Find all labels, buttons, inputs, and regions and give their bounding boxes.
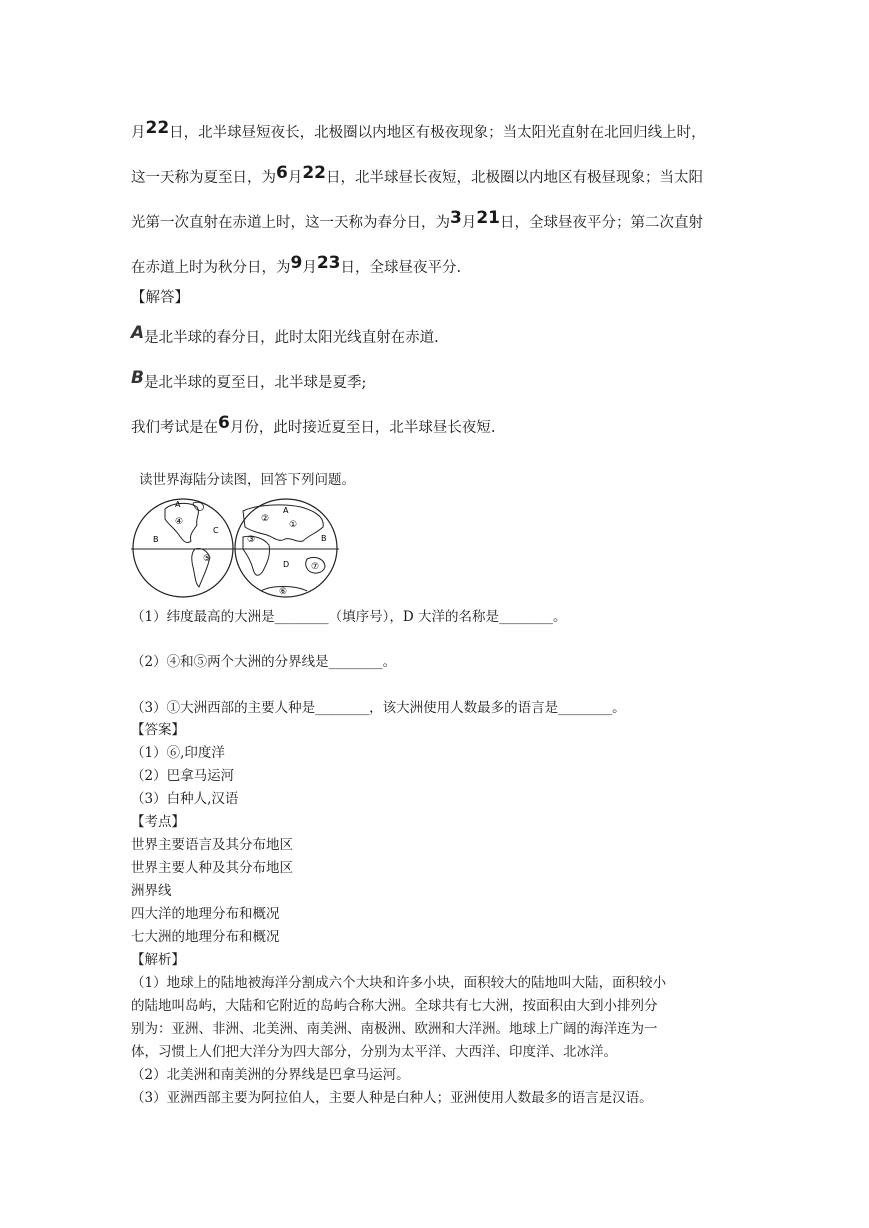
text: 光第一次直射在赤道上时，这一天称为春分日，为 bbox=[131, 215, 450, 231]
text: 日，北半球昼短夜长，北极圈以内地区有极夜现象；当太阳光直射在北回归线上时， bbox=[169, 125, 706, 141]
answer-2: （2）巴拿马运河 bbox=[131, 768, 235, 784]
text: 日，全球昼夜平分；第二次直射 bbox=[500, 215, 704, 231]
map-label-c: C bbox=[213, 526, 219, 535]
analysis-line: （2）北美洲和南美洲的分界线是巴拿马运河。 bbox=[131, 1067, 410, 1083]
date-number: 22 bbox=[302, 163, 327, 183]
point-item: 世界主要人种及其分布地区 bbox=[131, 860, 293, 876]
map-label-6: ⑥ bbox=[279, 587, 288, 597]
text: 月 bbox=[131, 125, 146, 141]
explain-line-1 bbox=[131, 118, 706, 143]
map-label-a-right: A bbox=[283, 506, 289, 515]
text: 月 bbox=[461, 215, 477, 231]
map-label-b: B bbox=[153, 535, 159, 544]
explain-line-2 bbox=[131, 163, 704, 188]
analysis-line: 的陆地叫岛屿，大陆和它附近的岛屿合称大洲。全球共有七大洲，按面积由大到小排列分 bbox=[131, 998, 658, 1014]
date-number: 21 bbox=[476, 208, 501, 228]
date-number: 22 bbox=[145, 118, 170, 138]
answer-line-c bbox=[131, 413, 496, 438]
label-letter: B bbox=[131, 368, 144, 388]
date-number: 9 bbox=[290, 253, 303, 273]
map-label-4: ④ bbox=[175, 517, 184, 527]
text: 是北半球的夏至日，北半球是夏季; bbox=[143, 375, 367, 391]
text: 日，北半球昼长夜短，北极圈以内地区有极昼现象；当太阳 bbox=[326, 170, 704, 186]
text: 月 bbox=[287, 170, 303, 186]
date-number: 23 bbox=[316, 253, 341, 273]
point-item: 洲界线 bbox=[131, 883, 172, 899]
analysis-line: 体，习惯上人们把大洋分为四大部分，分别为太平洋、大西洋、印度洋、北冰洋。 bbox=[131, 1044, 617, 1060]
answer-1: （1）⑥,印度洋 bbox=[131, 745, 225, 761]
point-item: 世界主要语言及其分布地区 bbox=[131, 837, 293, 853]
text: 月份，此时接近夏至日，北半球昼长夜短. bbox=[229, 420, 496, 436]
answer-3: （3）白种人,汉语 bbox=[131, 791, 239, 807]
point-item: 四大洋的地理分布和概况 bbox=[131, 906, 280, 922]
point-item: 七大洲的地理分布和概况 bbox=[131, 929, 280, 945]
text: 月 bbox=[302, 260, 317, 276]
answer-line-a bbox=[131, 323, 439, 348]
answer-block-header: 【答案】 bbox=[131, 722, 185, 738]
answer-line-b bbox=[131, 368, 367, 393]
answer-header: 【解答】 bbox=[131, 290, 189, 306]
text: 在赤道上时为秋分日，为 bbox=[131, 260, 291, 276]
map-label-b-right: B bbox=[321, 534, 327, 543]
map-label-a: A bbox=[175, 500, 181, 509]
analysis-line: 别为：亚洲、非洲、北美洲、南美洲、南极洲、欧洲和大洋洲。地球上广阔的海洋连为一 bbox=[131, 1021, 658, 1037]
map-label-5: ⑤ bbox=[203, 554, 212, 564]
text: 我们考试是在 bbox=[131, 420, 218, 436]
text: 这一天称为夏至日，为 bbox=[131, 170, 276, 186]
left-hemisphere bbox=[133, 499, 233, 597]
analysis-line: （1）地球上的陆地被海洋分割成六个大块和许多小块，面积较大的陆地叫大陆，面积较小 bbox=[131, 975, 667, 991]
label-letter: A bbox=[131, 323, 145, 343]
map-label-3: ③ bbox=[247, 535, 256, 545]
map-label-7: ⑦ bbox=[311, 562, 320, 572]
world-map-figure bbox=[131, 497, 339, 599]
analysis-header: 【解析】 bbox=[131, 952, 185, 968]
map-label-2: ② bbox=[261, 514, 270, 524]
text: 是北半球的春分日，此时太阳光线直射在赤道. bbox=[144, 330, 439, 346]
question-2: （2）④和⑤两个大洲的分界线是________。 bbox=[131, 654, 397, 670]
analysis-line: （3）亚洲西部主要为阿拉伯人，主要人种是白种人；亚洲使用人数最多的语言是汉语。 bbox=[131, 1090, 653, 1106]
question-1: （1）纬度最高的大洲是________（填序号），D 大洋的名称是________。 bbox=[131, 609, 567, 625]
date-number: 3 bbox=[450, 208, 462, 228]
month-number: 6 bbox=[218, 413, 230, 433]
date-number: 6 bbox=[276, 163, 288, 183]
explain-line-3 bbox=[131, 208, 704, 233]
explain-line-4 bbox=[131, 253, 462, 278]
points-header: 【考点】 bbox=[131, 814, 185, 830]
question-3: （3）①大洲西部的主要人种是________，该大洲使用人数最多的语言是________。 bbox=[131, 700, 626, 716]
map-label-d: D bbox=[283, 560, 290, 569]
map-label-1: ① bbox=[289, 520, 298, 530]
question-intro: 读世界海陆分读图，回答下列问题。 bbox=[139, 472, 355, 488]
text: 日，全球昼夜平分. bbox=[340, 260, 462, 276]
